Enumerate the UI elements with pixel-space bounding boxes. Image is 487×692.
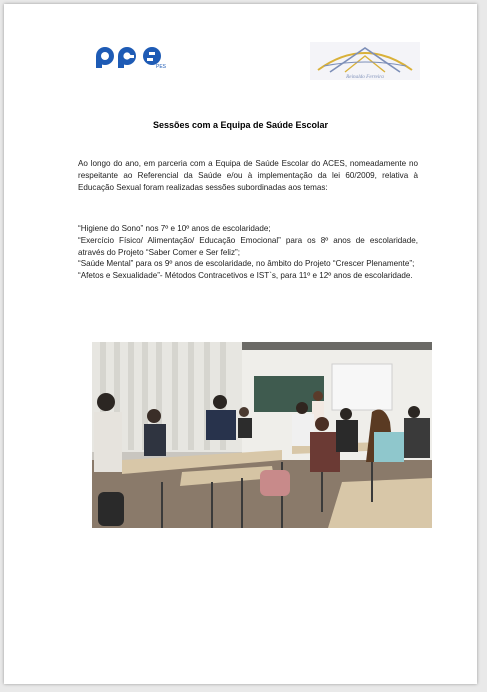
document-page xyxy=(4,4,477,684)
session-topic-item: “Afetos e Sexualidade”- Métodos Contracetivos e IST`s, para 11º e 12º anos de escolaridade. xyxy=(78,271,413,281)
session-topic-item: “Exercício Físico/ Alimentação/ Educação Emocional” para os 8º anos de escolaridade, através do Projeto “Saber Comer e Ser feliz”; xyxy=(78,235,418,257)
pes-logo-text: PES xyxy=(156,64,167,70)
session-topics-list xyxy=(78,223,418,282)
pes-logo xyxy=(92,44,174,70)
session-topic-item: “Higiene do Sono” nos 7º e 10º anos de escolaridade; xyxy=(78,224,271,233)
page-title: Sessões com a Equipa de Saúde Escolar xyxy=(152,120,329,130)
session-topic-item: “Saúde Mental” para os 9º anos de escolaridade, no âmbito do Projeto “Crescer Plenamente”; xyxy=(78,259,415,269)
school-crest-text: Reinaldo Ferreira xyxy=(346,74,384,80)
school-crest-logo xyxy=(310,42,420,80)
classroom-photo xyxy=(92,342,432,528)
intro-paragraph: Ao longo do ano, em parceria com a Equipa de Saúde Escolar do ACES, nomeadamente no respeitante ao Referencial da Saúde e/ou à implementação da lei 60/2009, relativa à Educação Sexual foram realizadas sessões subordinadas aos temas: xyxy=(78,159,418,192)
